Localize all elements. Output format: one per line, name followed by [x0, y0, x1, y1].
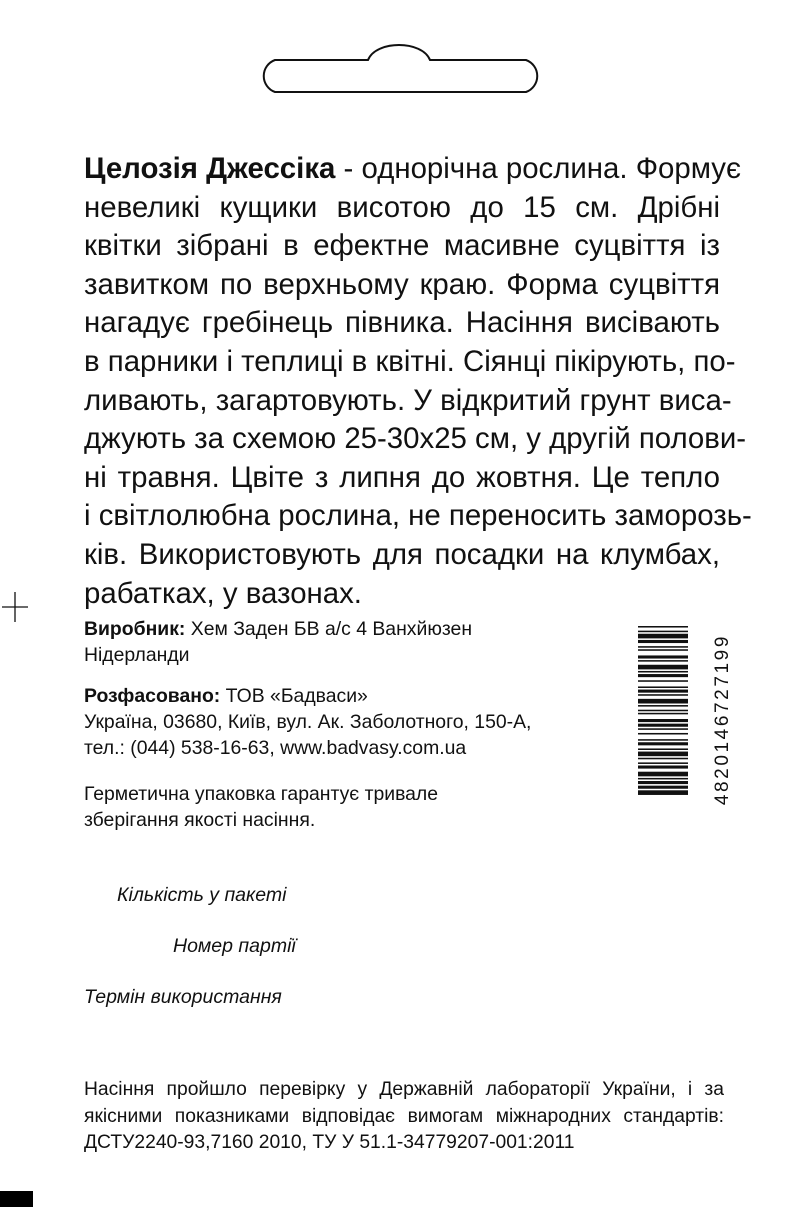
barcode-bar — [638, 690, 688, 693]
description-line: невеликі кущики висотою до 15 см. Дрібні — [84, 190, 720, 224]
seal-note-line: Герметична упаковка гарантує тривале — [84, 783, 439, 805]
description-line: ні травня. Цвіте з липня до жовтня. Це тепло — [84, 460, 720, 494]
barcode-digits: 4820146727199 — [712, 634, 733, 806]
certification-line: якісними показниками відповідає вимогам міжнародних стандартів: — [84, 1105, 724, 1127]
barcode-bar — [638, 710, 688, 712]
barcode-bar — [638, 762, 688, 764]
barcode-bar — [638, 671, 688, 673]
barcode-bar — [638, 699, 688, 704]
producer-label: Виробник: — [84, 618, 186, 640]
barcode-bar — [638, 649, 688, 651]
description-line-1: Целозія Джессіка - однорічна рослина. Формує — [84, 152, 741, 185]
barcode-bar — [638, 786, 688, 789]
barcode-bar — [638, 686, 688, 688]
barcode-bar — [638, 728, 688, 730]
barcode-bar — [638, 772, 688, 777]
certification-line: Насіння пройшло перевірку у Державній лабораторії України, і за — [84, 1079, 724, 1100]
barcode-bar — [638, 646, 688, 648]
barcode-bar — [638, 640, 688, 643]
barcode-bar — [638, 733, 688, 735]
producer-info — [84, 616, 472, 668]
registration-block — [0, 1191, 33, 1207]
barcode-bar — [638, 752, 688, 757]
barcode-bar — [638, 739, 688, 741]
barcode-bar — [638, 742, 688, 745]
barcode-bar — [638, 713, 688, 715]
description-line: нагадує гребінець півника. Насіння висівають — [84, 306, 720, 340]
barcode-bar — [638, 680, 688, 682]
certification-note — [84, 1077, 724, 1157]
producer-name: Хем Заден БВ а/с 4 Ванхйюзен — [185, 618, 473, 640]
barcode-bar — [638, 724, 688, 727]
barcode-bar — [638, 790, 688, 795]
hang-hole-outline — [246, 36, 555, 94]
product-description — [84, 150, 752, 613]
barcode — [638, 626, 688, 842]
quantity-label: Кількість у пакеті — [117, 884, 287, 906]
seal-note — [84, 781, 438, 833]
packer-address: Україна, 03680, Київ, вул. Ак. Заболотного, 150-А, — [84, 711, 532, 733]
barcode-bar — [638, 781, 688, 784]
barcode-bar — [638, 634, 688, 639]
description-line: джують за схемою 25-30х25 см, у другій полови- — [84, 422, 747, 456]
barcode-bar — [638, 674, 688, 677]
barcode-bar — [638, 694, 688, 696]
product-title: Целозія Джессіка — [84, 152, 336, 185]
barcode-bar — [638, 719, 688, 722]
producer-country: Нідерланди — [84, 644, 190, 666]
barcode-bar — [638, 778, 688, 780]
batch-number-label: Номер партії — [173, 935, 296, 957]
barcode-bar — [638, 766, 688, 769]
description-line: квітки зібрані в ефектне масивне суцвіття із — [84, 229, 720, 263]
packer-contacts: тел.: (044) 538-16-63, www.badvasy.com.ua — [84, 737, 467, 759]
barcode-bar — [638, 660, 688, 662]
crop-mark — [2, 592, 28, 622]
barcode-bar — [638, 626, 688, 628]
description-line: ливають, загартовують. У відкритий грунт виса- — [84, 383, 732, 417]
barcode-bar — [638, 748, 688, 750]
certification-line: ДСТУ2240-93,7160 2010, ТУ У 51.1-34779207-001:2011 — [84, 1132, 575, 1153]
description-line: ків. Використовують для посадки на клумбах, — [84, 537, 720, 571]
description-line: в парники і теплиці в квітні. Сіянці пікірують, по- — [84, 344, 736, 378]
description-line: рабатках, у вазонах. — [84, 576, 362, 610]
packer-name: ТОВ «Бадваси» — [220, 685, 368, 707]
barcode-bar — [638, 705, 688, 707]
description-line: завитком по верхньому краю. Форма суцвіття — [84, 267, 720, 301]
description-line: і світлолюбна рослина, не переносить заморозь- — [84, 499, 752, 533]
barcode-bar — [638, 665, 688, 670]
barcode-bar — [638, 655, 688, 658]
barcode-bar — [638, 758, 688, 760]
barcode-bar — [638, 631, 688, 633]
packer-info — [84, 683, 531, 761]
seal-note-line: зберігання якості насіння. — [84, 809, 316, 831]
packer-label: Розфасовано: — [84, 685, 221, 707]
expiry-term-label: Термін використання — [84, 986, 282, 1008]
